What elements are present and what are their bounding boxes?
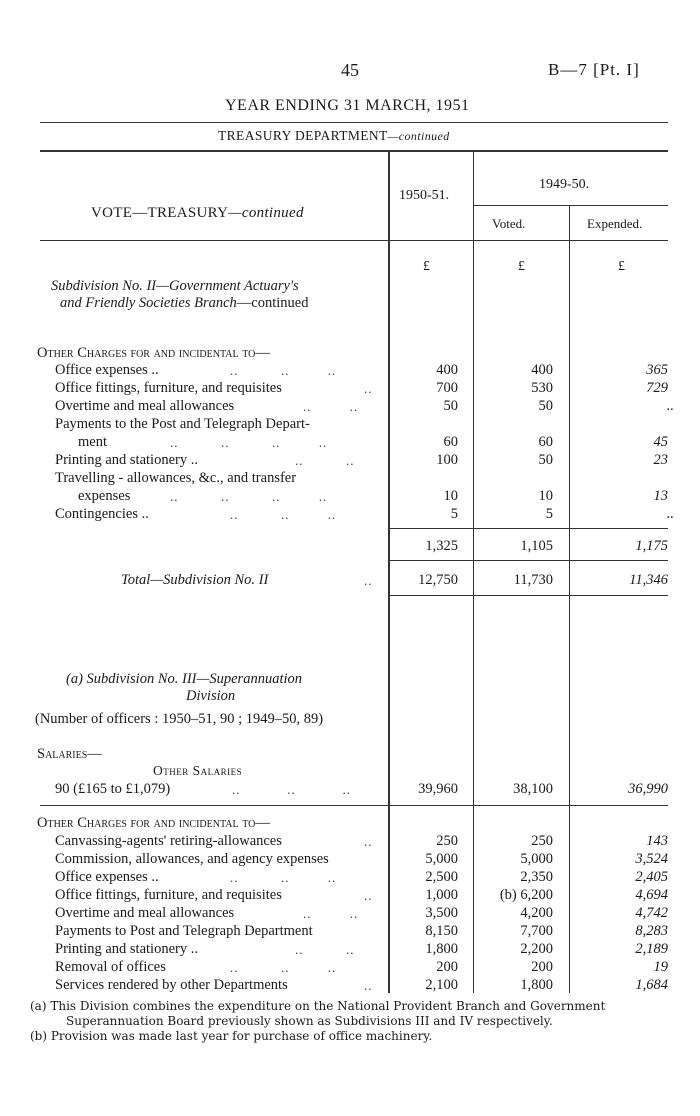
value-1950-51: 1,000 — [425, 887, 458, 903]
leader-dots: .. .. .. — [230, 363, 337, 378]
officers-count: (Number of officers : 1950–51, 90 ; 1949–50, 89) — [35, 711, 324, 727]
value-1950-51: 200 — [436, 959, 458, 975]
value-1950-51: 5 — [450, 506, 458, 522]
value-1950-51: 250 — [436, 833, 458, 849]
footnote-a-continued: Superannuation Board previously shown as Subdivisions III and IV respectively. — [66, 1014, 553, 1028]
value-1950-51: 700 — [436, 380, 458, 396]
total-label: Total—Subdivision No. II — [121, 572, 269, 588]
value-1950-51: 60 — [443, 434, 458, 450]
value-voted: 50 — [538, 452, 553, 468]
row-label: Payments to the Post and Telegraph Depart- — [55, 416, 310, 432]
row-label: Printing and stationery .. — [55, 941, 198, 957]
page-title: YEAR ENDING 31 MARCH, 1951 — [225, 97, 470, 114]
total-expended: 11,346 — [629, 572, 668, 588]
vote-heading-continued: —continued — [228, 205, 304, 221]
row-label: Travelling - allowances, &c., and transfer — [55, 470, 297, 486]
subtotal-voted: 1,105 — [520, 538, 553, 554]
value-expended: 23 — [653, 452, 668, 468]
subdivision-2-continued: —continued — [236, 295, 309, 311]
row-label: Office expenses .. — [55, 869, 159, 885]
value-expended: .. — [666, 506, 674, 522]
value-expended: .. — [666, 398, 674, 414]
column-header-1950-51: 1950-51. — [399, 188, 450, 203]
document-reference: B—7 [Pt. I] — [548, 60, 640, 79]
row-label: Services rendered by other Departments — [55, 977, 288, 993]
value-voted: 60 — [538, 434, 553, 450]
value-expended: 13 — [653, 488, 668, 504]
value-voted: 250 — [531, 833, 553, 849]
column-header-rule — [40, 240, 668, 241]
value-1950-51: 1,800 — [425, 941, 458, 957]
leader-dots: .. .. .. — [230, 507, 337, 522]
subtotal-rule-bottom — [389, 560, 668, 561]
value-expended: 3,524 — [635, 851, 668, 867]
value-voted: 10 — [538, 488, 553, 504]
value-voted: 7,700 — [520, 923, 553, 939]
subtotal-rule-top — [389, 528, 668, 529]
value-voted: 50 — [538, 398, 553, 414]
subdivision-3-heading-line2: Division — [186, 688, 236, 704]
value-1950-51: 8,150 — [425, 923, 458, 939]
value-expended: 2,405 — [635, 869, 668, 885]
value-1950-51: 39,960 — [418, 781, 458, 797]
department-continued: —continued — [387, 129, 450, 143]
column-header-expended: Expended. — [587, 216, 643, 231]
other-salaries-heading: Other Salaries — [153, 763, 243, 778]
leader-dots: .. .. .. — [230, 870, 337, 885]
value-voted: 400 — [531, 362, 553, 378]
value-expended: 365 — [646, 362, 668, 378]
currency-symbol-1950-51: £ — [423, 259, 430, 274]
value-expended: 4,694 — [635, 887, 668, 903]
other-charges-heading-3: Other Charges for and incidental to— — [37, 815, 270, 831]
value-expended: 729 — [646, 380, 668, 396]
department-rule — [40, 150, 668, 152]
value-expended: 36,990 — [628, 781, 668, 797]
value-voted: 4,200 — [520, 905, 553, 921]
total-rule — [389, 595, 668, 596]
row-label: Office expenses .. — [55, 362, 159, 378]
vote-heading — [91, 205, 304, 222]
header-rule — [40, 122, 668, 123]
value-voted: (b) 6,200 — [499, 887, 553, 903]
column-header-voted: Voted. — [492, 216, 526, 231]
subdivision-2-heading-line2 — [60, 295, 308, 312]
page-number: 45 — [341, 60, 359, 80]
total-1950-51: 12,750 — [418, 572, 458, 588]
value-voted: 5 — [545, 506, 553, 522]
row-label-continued: expenses — [78, 488, 131, 504]
currency-symbol-voted: £ — [518, 259, 525, 274]
row-label: 90 (£165 to £1,079) — [55, 781, 171, 797]
row-label: Overtime and meal allowances — [55, 905, 235, 921]
value-1950-51: 3,500 — [425, 905, 458, 921]
value-expended: 143 — [646, 833, 668, 849]
value-1950-51: 2,500 — [425, 869, 458, 885]
leader-dots: .. .. — [295, 453, 355, 468]
value-voted: 2,200 — [520, 941, 553, 957]
leader-dots: .. — [364, 381, 373, 396]
department-title — [218, 128, 450, 144]
value-1950-51: 50 — [443, 398, 458, 414]
row-label: Commission, allowances, and agency expenses — [55, 851, 329, 867]
subdivision-2-branch: and Friendly Societies Branch — [60, 295, 237, 311]
value-voted: 1,800 — [520, 977, 553, 993]
column-group-rule — [473, 205, 668, 206]
value-1950-51: 10 — [443, 488, 458, 504]
value-expended: 45 — [653, 434, 668, 450]
subtotal-1950-51: 1,325 — [425, 538, 458, 554]
subtotal-expended: 1,175 — [635, 538, 668, 554]
row-label: Overtime and meal allowances — [55, 398, 235, 414]
subdivision-3-heading: (a) Subdivision No. III—Superannuation — [66, 671, 303, 687]
footnote-b: (b) Provision was made last year for purchase of office machinery. — [30, 1029, 433, 1043]
salary-rule — [40, 805, 668, 806]
value-expended: 4,742 — [635, 905, 668, 921]
leader-dots: .. .. .. — [232, 782, 351, 797]
value-1950-51: 5,000 — [425, 851, 458, 867]
leader-dots: .. .. — [303, 399, 359, 414]
value-voted: 200 — [531, 959, 553, 975]
row-label: Printing and stationery .. — [55, 452, 198, 468]
row-label: Payments to Post and Telegraph Department — [55, 923, 313, 939]
row-label: Office fittings, furniture, and requisites — [55, 887, 282, 903]
value-1950-51: 100 — [436, 452, 458, 468]
row-label: Office fittings, furniture, and requisites — [55, 380, 282, 396]
salaries-heading: Salaries— — [37, 746, 102, 762]
leader-dots: .. .. .. .. — [170, 489, 328, 504]
department-name: TREASURY DEPARTMENT — [218, 128, 388, 143]
value-expended: 2,189 — [635, 941, 668, 957]
total-voted: 11,730 — [513, 572, 553, 588]
vote-heading-label: VOTE—TREASURY — [91, 205, 229, 221]
leader-dots: .. .. .. .. — [170, 435, 328, 450]
currency-symbol-expended: £ — [618, 259, 625, 274]
value-voted: 530 — [531, 380, 553, 396]
value-voted: 5,000 — [520, 851, 553, 867]
row-label: Removal of offices — [55, 959, 166, 975]
leader-dots: .. — [364, 978, 373, 993]
value-1950-51: 400 — [436, 362, 458, 378]
other-charges-heading-2: Other Charges for and incidental to— — [37, 345, 270, 361]
leader-dots: .. — [364, 834, 373, 849]
leader-dots: .. — [364, 888, 373, 903]
column-header-1949-50: 1949-50. — [539, 177, 590, 192]
value-voted: 38,100 — [513, 781, 553, 797]
column-divider-expended — [569, 205, 570, 993]
row-label-continued: ment — [78, 434, 107, 450]
row-label: Canvassing-agents' retiring-allowances — [55, 833, 282, 849]
leader-dots: .. — [364, 573, 373, 588]
row-label: Contingencies .. — [55, 506, 149, 522]
leader-dots: .. .. — [295, 942, 355, 957]
subdivision-2-heading: Subdivision No. II—Government Actuary's — [51, 278, 299, 294]
leader-dots: .. .. — [303, 906, 359, 921]
value-expended: 8,283 — [635, 923, 668, 939]
value-1950-51: 2,100 — [425, 977, 458, 993]
value-voted: 2,350 — [520, 869, 553, 885]
value-expended: 19 — [653, 959, 668, 975]
value-expended: 1,684 — [635, 977, 668, 993]
leader-dots: .. .. .. — [230, 960, 337, 975]
footnote-a: (a) This Division combines the expenditure on the National Provident Branch and Government — [30, 999, 606, 1013]
